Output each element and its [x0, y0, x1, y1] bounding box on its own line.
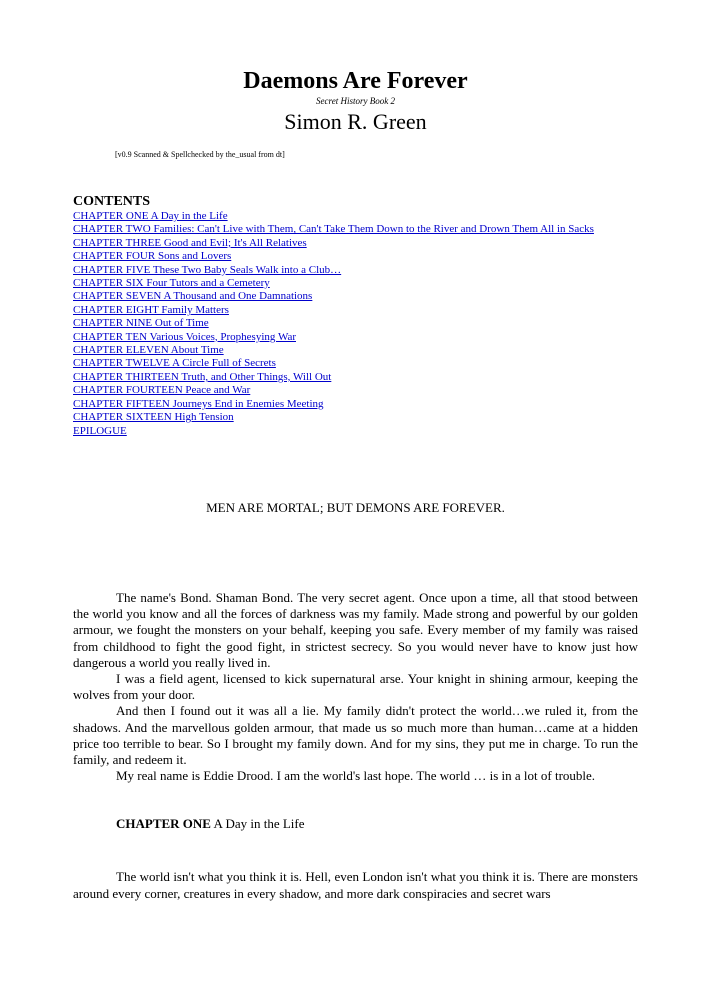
- toc-item: [73, 277, 638, 290]
- toc-link-epilogue[interactable]: EPILOGUE: [73, 424, 127, 437]
- toc-link-chapter-two[interactable]: CHAPTER TWO Families: Can't Live with Them, Can't Take Them Down to the River and Drown Them All in Sacks: [73, 223, 594, 236]
- toc-item: [73, 304, 638, 317]
- toc-item: [73, 398, 638, 411]
- table-of-contents: [73, 210, 638, 438]
- scan-note: [v0.9 Scanned & Spellchecked by the_usual from dt]: [115, 150, 285, 159]
- prologue-paragraph: The name's Bond. Shaman Bond. The very secret agent. Once upon a time, all that stood between the world you know and all the forces of darkness was my family. Made strong and powerful by our golden armour, we fought the monsters on your behalf, keeping you safe. Every member of my family was raised from childhood to fight the good fight, in strictest secrecy. So you would never have to know just how dangerous a world you really lived in.: [73, 589, 638, 670]
- toc-item: [73, 331, 638, 344]
- chapter-number: CHAPTER ONE: [116, 816, 211, 832]
- toc-item: [73, 344, 638, 357]
- chapter-one-text: [73, 869, 638, 901]
- toc-item: [73, 411, 638, 424]
- toc-link-chapter-fourteen[interactable]: CHAPTER FOURTEEN Peace and War: [73, 384, 251, 397]
- toc-item: [73, 210, 638, 223]
- toc-item: [73, 384, 638, 397]
- toc-link-chapter-fifteen[interactable]: CHAPTER FIFTEEN Journeys End in Enemies Meeting: [73, 397, 324, 410]
- book-author: Simon R. Green: [284, 109, 427, 134]
- toc-item: [73, 264, 638, 277]
- book-subtitle: Secret History Book 2: [316, 96, 395, 106]
- toc-link-chapter-one[interactable]: CHAPTER ONE A Day in the Life: [73, 210, 228, 222]
- toc-item: [73, 371, 638, 384]
- prologue-paragraph: I was a field agent, licensed to kick supernatural arse. Your knight in shining armour, keeping the wolves from your door.: [73, 670, 638, 703]
- toc-link-chapter-sixteen[interactable]: CHAPTER SIXTEEN High Tension: [73, 411, 234, 424]
- toc-link-chapter-eleven[interactable]: CHAPTER ELEVEN About Time: [73, 344, 224, 357]
- toc-link-chapter-three[interactable]: CHAPTER THREE Good and Evil; It's All Relatives: [73, 236, 307, 249]
- toc-link-chapter-thirteen[interactable]: CHAPTER THIRTEEN Truth, and Other Things, Will Out: [73, 370, 332, 383]
- contents-heading: CONTENTS: [73, 194, 151, 209]
- toc-link-chapter-six[interactable]: CHAPTER SIX Four Tutors and a Cemetery: [73, 277, 270, 290]
- toc-item: [73, 237, 638, 250]
- toc-link-chapter-four[interactable]: CHAPTER FOUR Sons and Lovers: [73, 250, 232, 263]
- toc-item: [73, 317, 638, 330]
- toc-link-chapter-seven[interactable]: CHAPTER SEVEN A Thousand and One Damnations: [73, 290, 313, 303]
- toc-link-chapter-ten[interactable]: CHAPTER TEN Various Voices, Prophesying War: [73, 330, 296, 343]
- prologue-paragraph: My real name is Eddie Drood. I am the world's last hope. The world … is in a lot of trouble.: [116, 768, 596, 784]
- toc-link-chapter-eight[interactable]: CHAPTER EIGHT Family Matters: [73, 303, 229, 316]
- toc-link-chapter-five[interactable]: CHAPTER FIVE These Two Baby Seals Walk into a Club…: [73, 263, 342, 276]
- document-page: [73, 66, 638, 902]
- chapter-title: A Day in the Life: [213, 816, 305, 832]
- book-title: Daemons Are Forever: [243, 68, 468, 94]
- prologue-text: [73, 590, 638, 784]
- toc-item: [73, 290, 638, 303]
- toc-link-chapter-twelve[interactable]: CHAPTER TWELVE A Circle Full of Secrets: [73, 357, 276, 370]
- chapter-one-heading: [116, 816, 638, 832]
- toc-item: [73, 250, 638, 263]
- chapter-paragraph: The world isn't what you think it is. Hell, even London isn't what you think it is. There are monsters around every corner, creatures in every shadow, and more dark conspiracies and secret wars: [73, 869, 638, 901]
- toc-item: [73, 223, 638, 236]
- toc-link-chapter-nine[interactable]: CHAPTER NINE Out of Time: [73, 317, 209, 330]
- prologue-paragraph: And then I found out it was all a lie. My family didn't protect the world…we ruled it, from the shadows. And the marvellous golden armour, that made us so much more than human…came at a hidden price too terrible to bear. So I brought my family down. And for my sins, they put me in charge. To run the family, and redeem it.: [73, 703, 638, 767]
- toc-item: [73, 425, 638, 438]
- toc-item: [73, 357, 638, 370]
- epigraph: MEN ARE MORTAL; BUT DEMONS ARE FOREVER.: [206, 499, 505, 515]
